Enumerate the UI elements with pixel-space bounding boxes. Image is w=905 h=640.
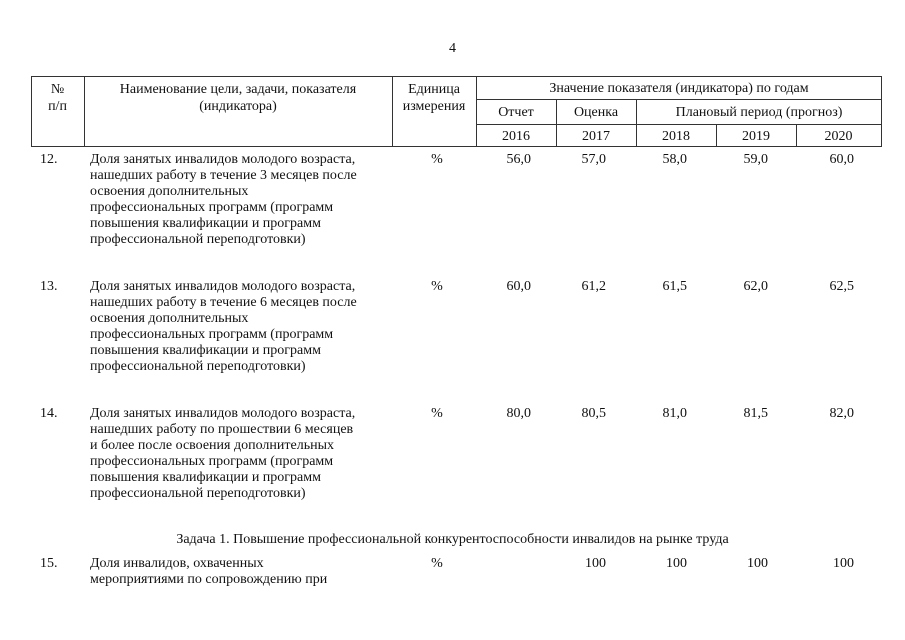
value-2017: 61,2	[581, 279, 606, 294]
row-unit: %	[431, 152, 443, 167]
row-indicator-name: Доля занятых инвалидов молодого возраста, нашедших работу в течение 3 месяцев после освоения дополнительных профессиональных программ (программ повышения квалификации и программ профессиональной переподготовки)	[90, 152, 357, 247]
row-number: 14.	[40, 406, 58, 421]
header-years-divider	[476, 124, 882, 125]
header-year-2016: 2016	[502, 129, 530, 144]
value-2019: 81,5	[743, 406, 768, 421]
page-number: 4	[449, 41, 456, 56]
header-year-2018: 2018	[662, 129, 690, 144]
value-2019: 62,0	[743, 279, 768, 294]
table-header-bottom-border	[31, 146, 882, 147]
header-num: № п/п	[48, 82, 67, 114]
header-year-2019: 2019	[742, 129, 770, 144]
row-number: 15.	[40, 556, 58, 571]
value-2019: 100	[747, 556, 768, 571]
row-number: 12.	[40, 152, 58, 167]
table-top-border	[31, 76, 882, 77]
row-unit: %	[431, 406, 443, 421]
row-unit: %	[431, 556, 443, 571]
value-2018: 58,0	[662, 152, 687, 167]
value-2020: 100	[833, 556, 854, 571]
value-2018: 100	[666, 556, 687, 571]
header-estimate: Оценка	[573, 105, 619, 120]
value-2016: 80,0	[506, 406, 531, 421]
value-2017: 80,5	[581, 406, 606, 421]
row-indicator-name: Доля занятых инвалидов молодого возраста, нашедших работу в течение 6 месяцев после освоения дополнительных профессиональных программ (программ повышения квалификации и программ профессиональной переподготовки)	[90, 279, 357, 374]
row-unit: %	[431, 279, 443, 294]
header-year-2020: 2020	[824, 129, 853, 144]
value-2016: 56,0	[506, 152, 531, 167]
header-values-divider	[476, 99, 882, 100]
value-2020: 60,0	[829, 152, 854, 167]
header-name: Наименование цели, задачи, показателя (индикатора)	[119, 82, 357, 114]
value-2018: 81,0	[662, 406, 687, 421]
value-2020: 82,0	[829, 406, 854, 421]
row-indicator-name: Доля инвалидов, охваченных мероприятиями по сопровождению при	[90, 556, 328, 587]
value-2020: 62,5	[829, 279, 854, 294]
value-2017: 57,0	[581, 152, 606, 167]
value-2016: 60,0	[506, 279, 531, 294]
value-2019: 59,0	[743, 152, 768, 167]
section-title: Задача 1. Повышение профессиональной конкурентоспособности инвалидов на рынке труда	[176, 532, 729, 547]
header-plan: Плановый период (прогноз)	[675, 105, 843, 120]
header-unit: Единица измерения	[402, 82, 466, 114]
header-year-2017: 2017	[582, 129, 610, 144]
value-2017: 100	[585, 556, 606, 571]
header-report: Отчет	[498, 105, 534, 120]
row-indicator-name: Доля занятых инвалидов молодого возраста, нашедших работу по прошествии 6 месяцев и более после освоения дополнительных профессиональных программ (программ повышения квалификации и программ профессиональной переподготовки)	[90, 406, 356, 501]
header-values-title: Значение показателя (индикатора) по годам	[549, 81, 809, 96]
row-number: 13.	[40, 279, 58, 294]
value-2018: 61,5	[662, 279, 687, 294]
